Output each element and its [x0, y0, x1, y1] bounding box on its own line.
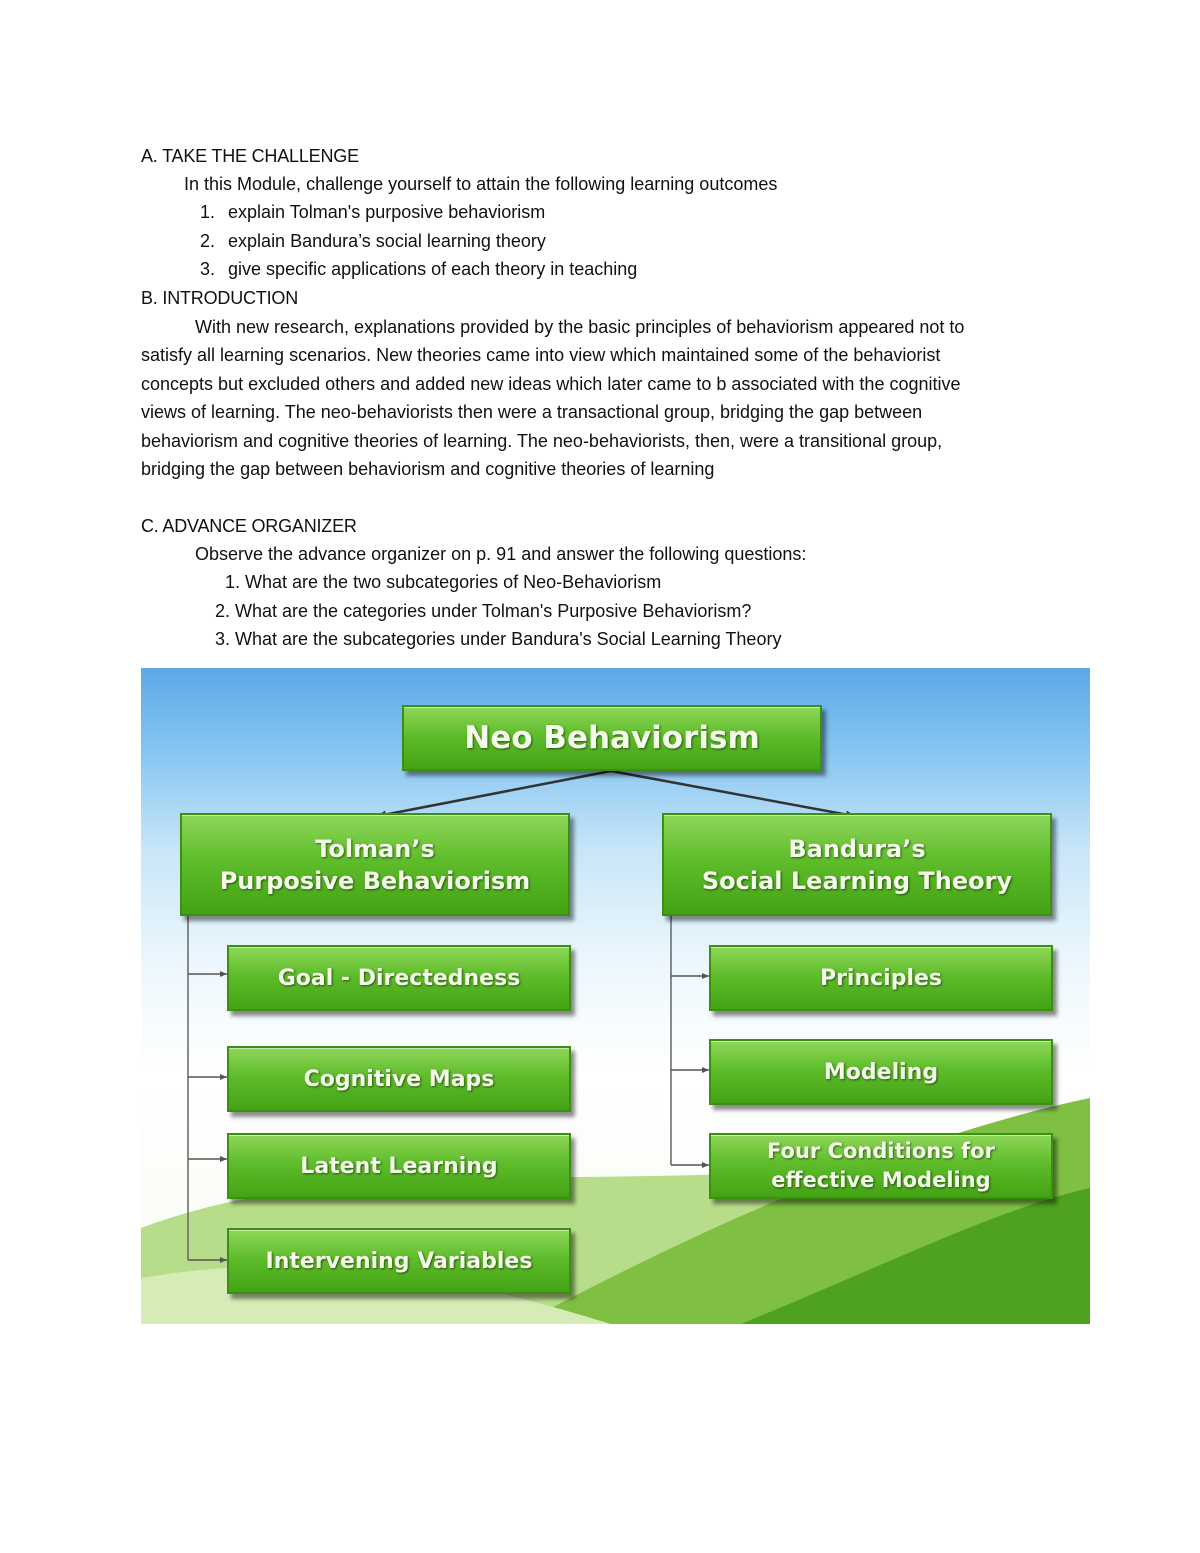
modeling-node: [709, 1039, 1053, 1105]
tolman-node: [180, 813, 570, 916]
outcome-text: explain Bandura’s social learning theory: [228, 231, 546, 251]
outcome-number: 2.: [200, 231, 216, 251]
node-label: Latent Learning: [300, 1153, 498, 1179]
latent-learning-node: [227, 1133, 571, 1199]
section-a-heading: A. TAKE THE CHALLENGE: [141, 146, 359, 166]
section-c-intro: Observe the advance organizer on p. 91 and answer the following questions:: [195, 544, 807, 564]
paragraph-line: With new research, explanations provided by the basic principles of behaviorism appeared not to: [195, 317, 965, 337]
bandura-node: [662, 813, 1052, 916]
outcome-item: [200, 255, 637, 283]
section-b-heading: B. INTRODUCTION: [141, 288, 298, 308]
node-label: Cognitive Maps: [303, 1066, 495, 1092]
node-label: Modeling: [823, 1059, 939, 1085]
intervening-variables-node: [227, 1228, 571, 1294]
outcome-item: [200, 198, 545, 226]
bandura-node-label: Bandura’s: [788, 834, 926, 863]
paragraph-line: satisfy all learning scenarios. New theories came into view which maintained some of the behaviorist: [141, 345, 941, 366]
question-item: 2. What are the categories under Tolman's Purposive Behaviorism?: [215, 601, 752, 621]
tolman-node-label: Purposive Behaviorism: [219, 866, 531, 895]
principles-node: [709, 945, 1053, 1011]
outcome-number: 3.: [200, 259, 216, 279]
outcome-text: give specific applications of each theory in teaching: [228, 259, 638, 279]
outcome-text: explain Tolman's purposive behaviorism: [228, 202, 546, 222]
node-label: Principles: [819, 965, 943, 991]
bandura-node-label: Social Learning Theory: [701, 866, 1013, 895]
node-label: Four Conditions for: [767, 1139, 995, 1163]
outcome-item: [200, 227, 546, 255]
introduction-paragraph: [141, 313, 1061, 483]
paragraph-line: bridging the gap between behaviorism and cognitive theories of learning: [141, 459, 715, 480]
question-item: 1. What are the two subcategories of Neo-Behaviorism: [225, 572, 662, 592]
cognitive-maps-node: [227, 1046, 571, 1112]
section-c-heading: C. ADVANCE ORGANIZER: [141, 516, 357, 536]
root-node: [402, 705, 822, 771]
outcome-number: 1.: [200, 202, 216, 222]
node-label: Intervening Variables: [265, 1248, 533, 1274]
tolman-node-label: Tolman’s: [315, 834, 435, 863]
connector-arrow: [611, 771, 854, 816]
node-label: Goal - Directedness: [277, 965, 521, 991]
node-label: effective Modeling: [771, 1168, 991, 1192]
question-item: 3. What are the subcategories under Bandura's Social Learning Theory: [215, 629, 782, 649]
advance-organizer-diagram: [141, 668, 1090, 1324]
paragraph-line: concepts but excluded others and added new ideas which later came to b associated with the cognitive: [141, 373, 961, 394]
goal-directedness-node: [227, 945, 571, 1011]
paragraph-line: views of learning. The neo-behaviorists then were a transactional group, bridging the gap between: [141, 402, 923, 423]
paragraph-line: behaviorism and cognitive theories of learning. The neo-behaviorists, then, were a transitional group,: [141, 430, 943, 451]
connector-arrow: [378, 771, 611, 816]
four-conditions-node: [709, 1133, 1053, 1199]
root-node-label: Neo Behaviorism: [464, 720, 760, 756]
section-a-intro: In this Module, challenge yourself to attain the following learning outcomes: [184, 174, 778, 194]
